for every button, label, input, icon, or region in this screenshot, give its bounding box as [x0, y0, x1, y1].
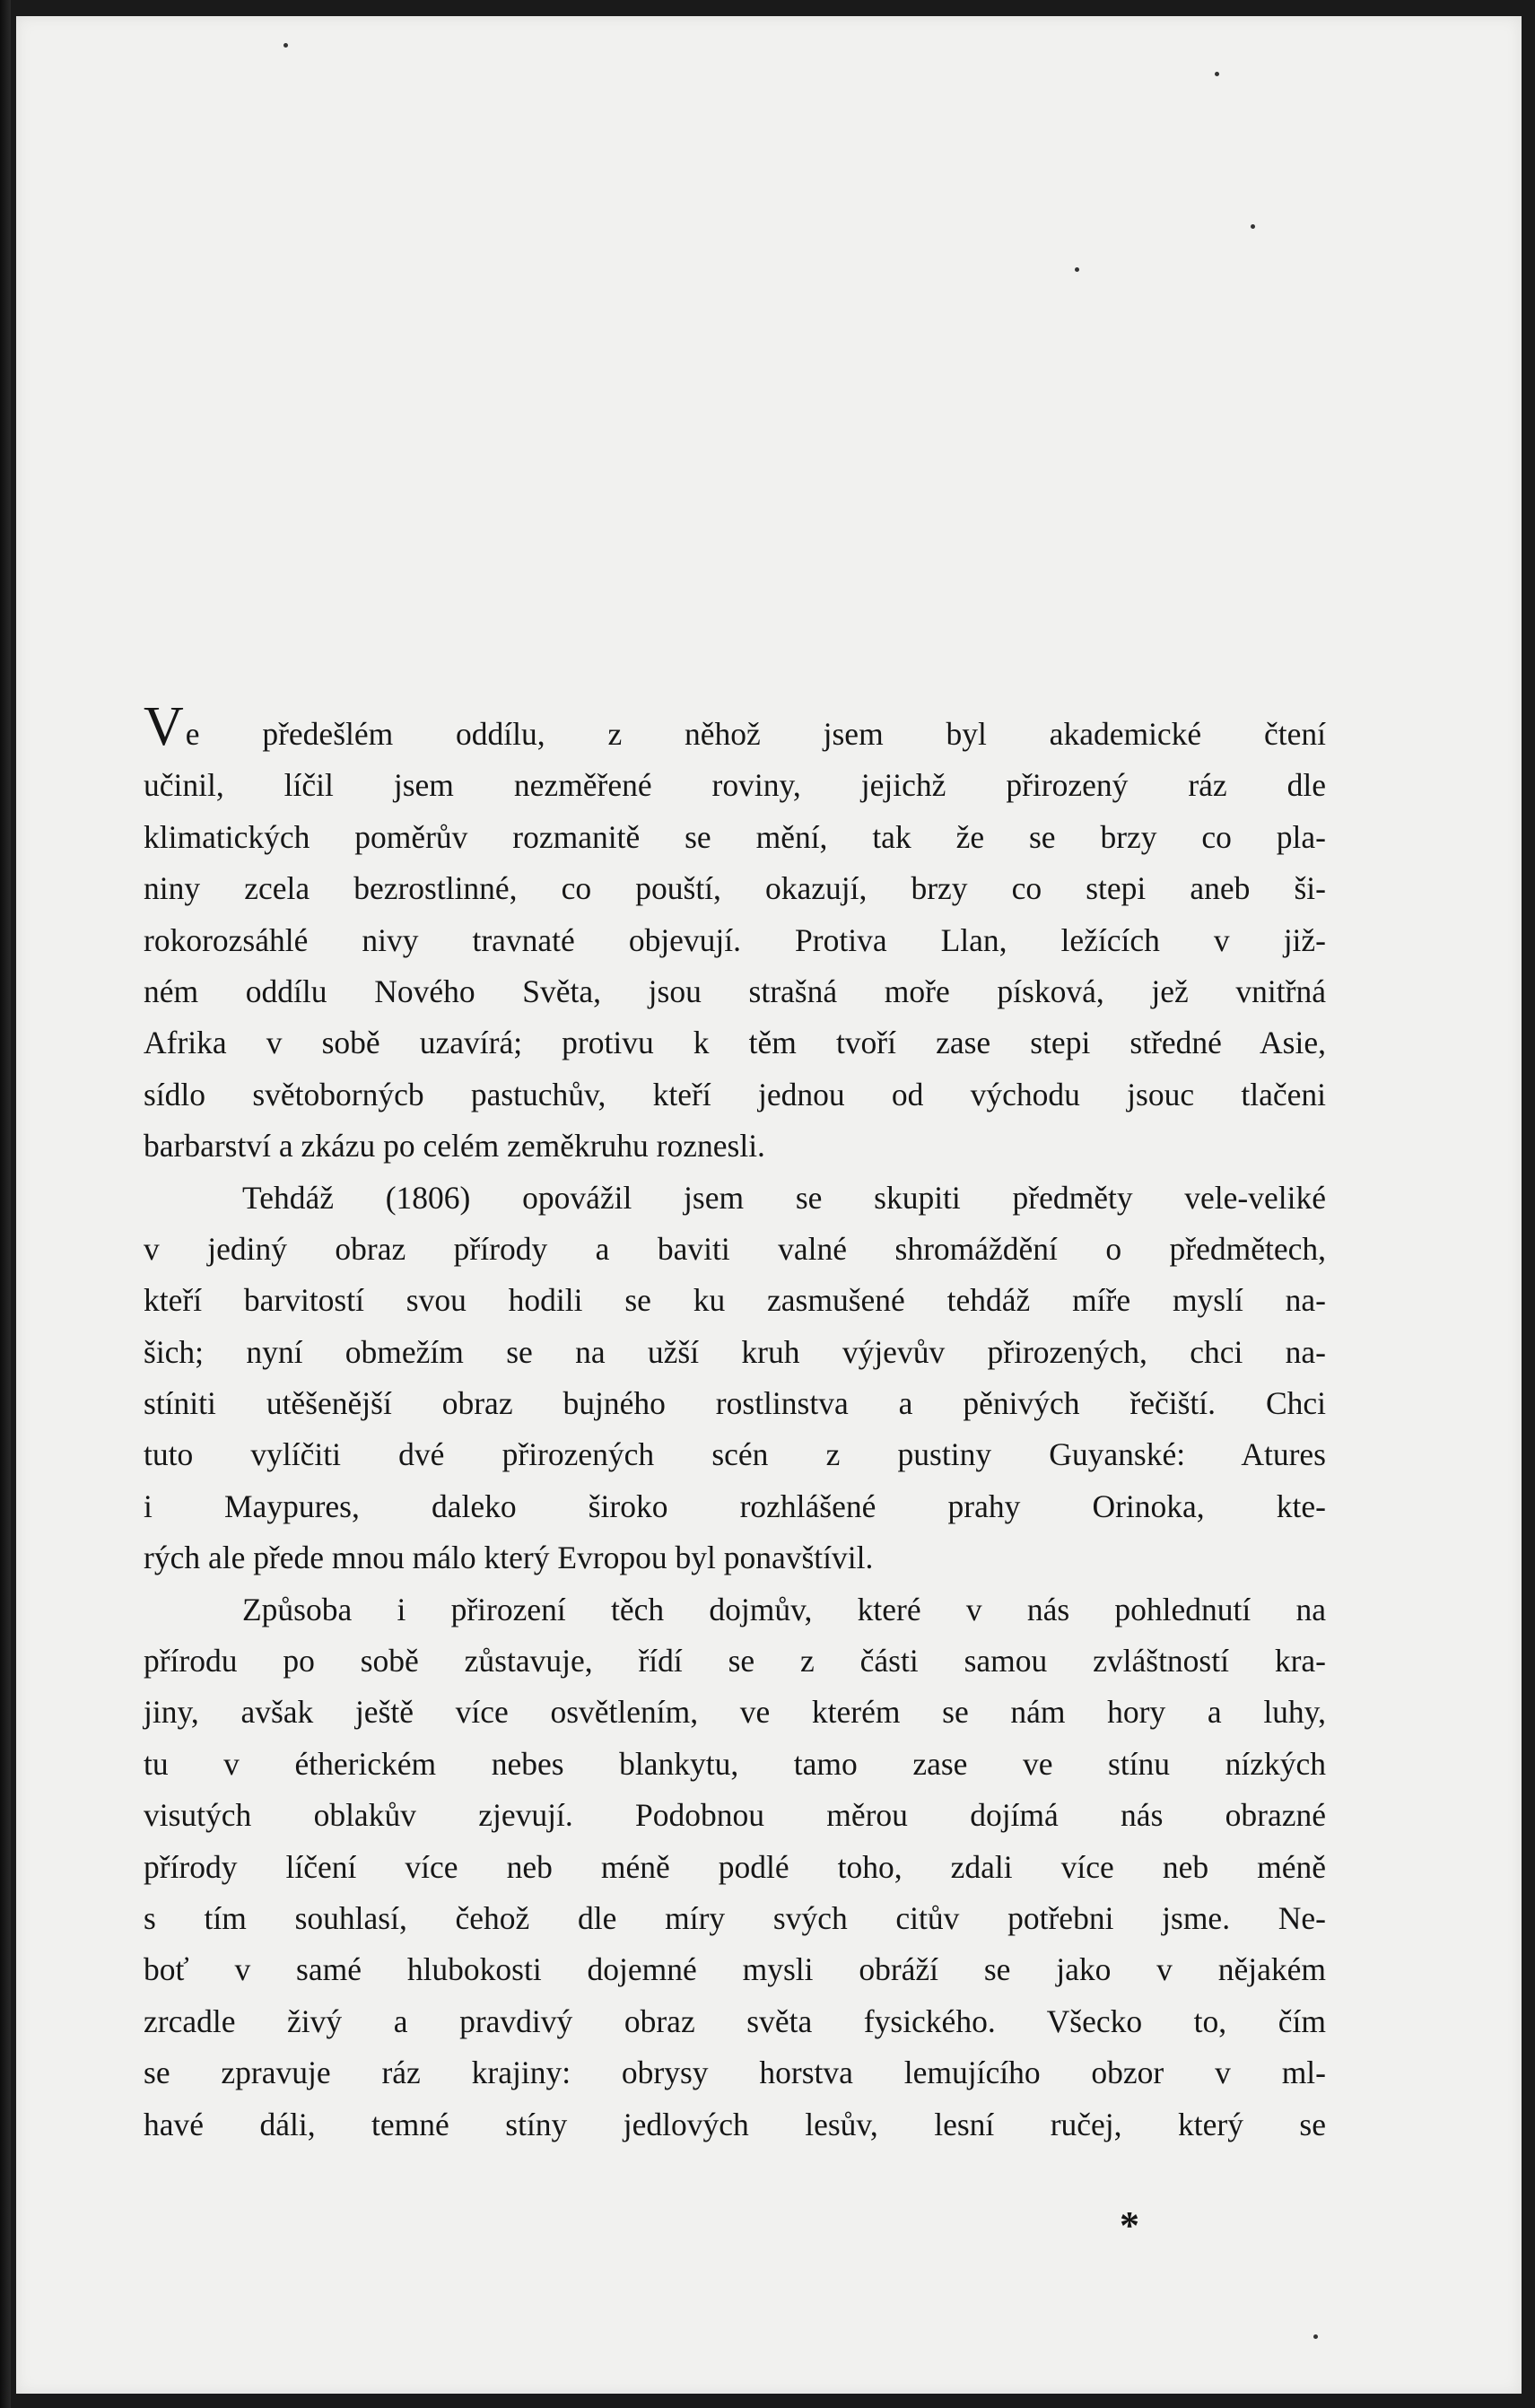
speck	[1251, 224, 1255, 229]
speck	[1215, 72, 1219, 76]
text-line: kteří barvitostí svou hodili se ku zasmušené tehdáž míře myslí na-	[144, 1282, 1326, 1319]
text-line: visutých oblakův zjevují. Podobnou měrou dojímá nás obrazné	[144, 1797, 1326, 1834]
dropcap: V	[144, 696, 184, 757]
text-line: ném oddílu Nového Světa, jsou strašná moře písková, jež vnitřná	[144, 973, 1326, 1009]
text-line: rých ale přede mnou málo který Evropou byl ponavštívil.	[144, 1540, 874, 1576]
text-line: šich; nyní obmežím se na užší kruh výjevův přirozených, chci na-	[144, 1333, 1326, 1370]
text-line: niny zcela bezrostlinné, co pouští, okazují, brzy co stepi aneb ši-	[144, 870, 1326, 907]
speck	[1075, 267, 1079, 272]
speck	[283, 43, 288, 48]
text-line: Ve předešlém oddílu, z něhož jsem byl akademické čtení	[144, 696, 1326, 757]
text-line: Způsoba i přirození těch dojmův, které v nás pohlednutí na	[242, 1591, 1326, 1627]
text-line: boť v samé hlubokosti dojemné mysli obráží se jako v nějakém	[144, 1951, 1326, 1988]
text-line: s tím souhlasí, čehož dle míry svých citův potřebni jsme. Ne-	[144, 1899, 1326, 1936]
text-line: tuto vylíčiti dvé přirozených scén z pustiny Guyanské: Atures	[144, 1436, 1326, 1473]
body-text	[144, 696, 1326, 2151]
text-line: havé dáli, temné stíny jedlových lesův, lesní ručej, který se	[144, 2106, 1326, 2142]
text-line: Tehdáž (1806) opovážil jsem se skupiti předměty vele-veliké	[242, 1179, 1326, 1216]
text-line: Afrika v sobě uzavírá; protivu k těm tvoří zase stepi středné Asie,	[144, 1025, 1326, 1061]
text-line: rokorozsáhlé nivy travnaté objevují. Protiva Llan, ležících v již-	[144, 921, 1326, 958]
text-line: sídlo světobornýcb pastuchův, kteří jednou od východu jsouc tlačeni	[144, 1076, 1326, 1112]
text-line: barbarství a zkázu po celém zeměkruhu roznesli.	[144, 1128, 765, 1165]
text-line: stíniti utěšenější obraz bujného rostlinstva a pěnivých řečiští. Chci	[144, 1385, 1326, 1422]
book-spine-edge	[0, 0, 11, 2408]
text-line: i Maypures, daleko široko rozhlášené prahy Orinoka, kte-	[144, 1488, 1326, 1524]
signature-mark: *	[1120, 2203, 1139, 2247]
text-line: klimatických poměrův rozmanitě se mění, tak že se brzy co pla-	[144, 818, 1326, 855]
text-line: učinil, líčil jsem nezměřené roviny, jejichž přirozený ráz dle	[144, 767, 1326, 804]
paragraph-2	[144, 1173, 1326, 1584]
text-line: tu v étherickém nebes blankytu, tamo zase ve stínu nízkých	[144, 1745, 1326, 1782]
speck	[1313, 2334, 1318, 2339]
text-line: v jediný obraz přírody a baviti valné shromáždění o předmětech,	[144, 1230, 1326, 1267]
paragraph-1	[144, 696, 1326, 1173]
paragraph-3	[144, 1584, 1326, 2151]
text-line: jiny, avšak ještě více osvětlením, ve kterém se nám hory a luhy,	[144, 1694, 1326, 1731]
text-line: se zpravuje ráz krajiny: obrysy horstva lemujícího obzor v ml-	[144, 2055, 1326, 2091]
text-line: zrcadle živý a pravdivý obraz světa fysického. Všecko to, čím	[144, 2002, 1326, 2039]
text-line: přírody líčení více neb méně podlé toho, zdali více neb méně	[144, 1848, 1326, 1885]
text-line: přírodu po sobě zůstavuje, řídí se z části samou zvláštností kra-	[144, 1643, 1326, 1679]
